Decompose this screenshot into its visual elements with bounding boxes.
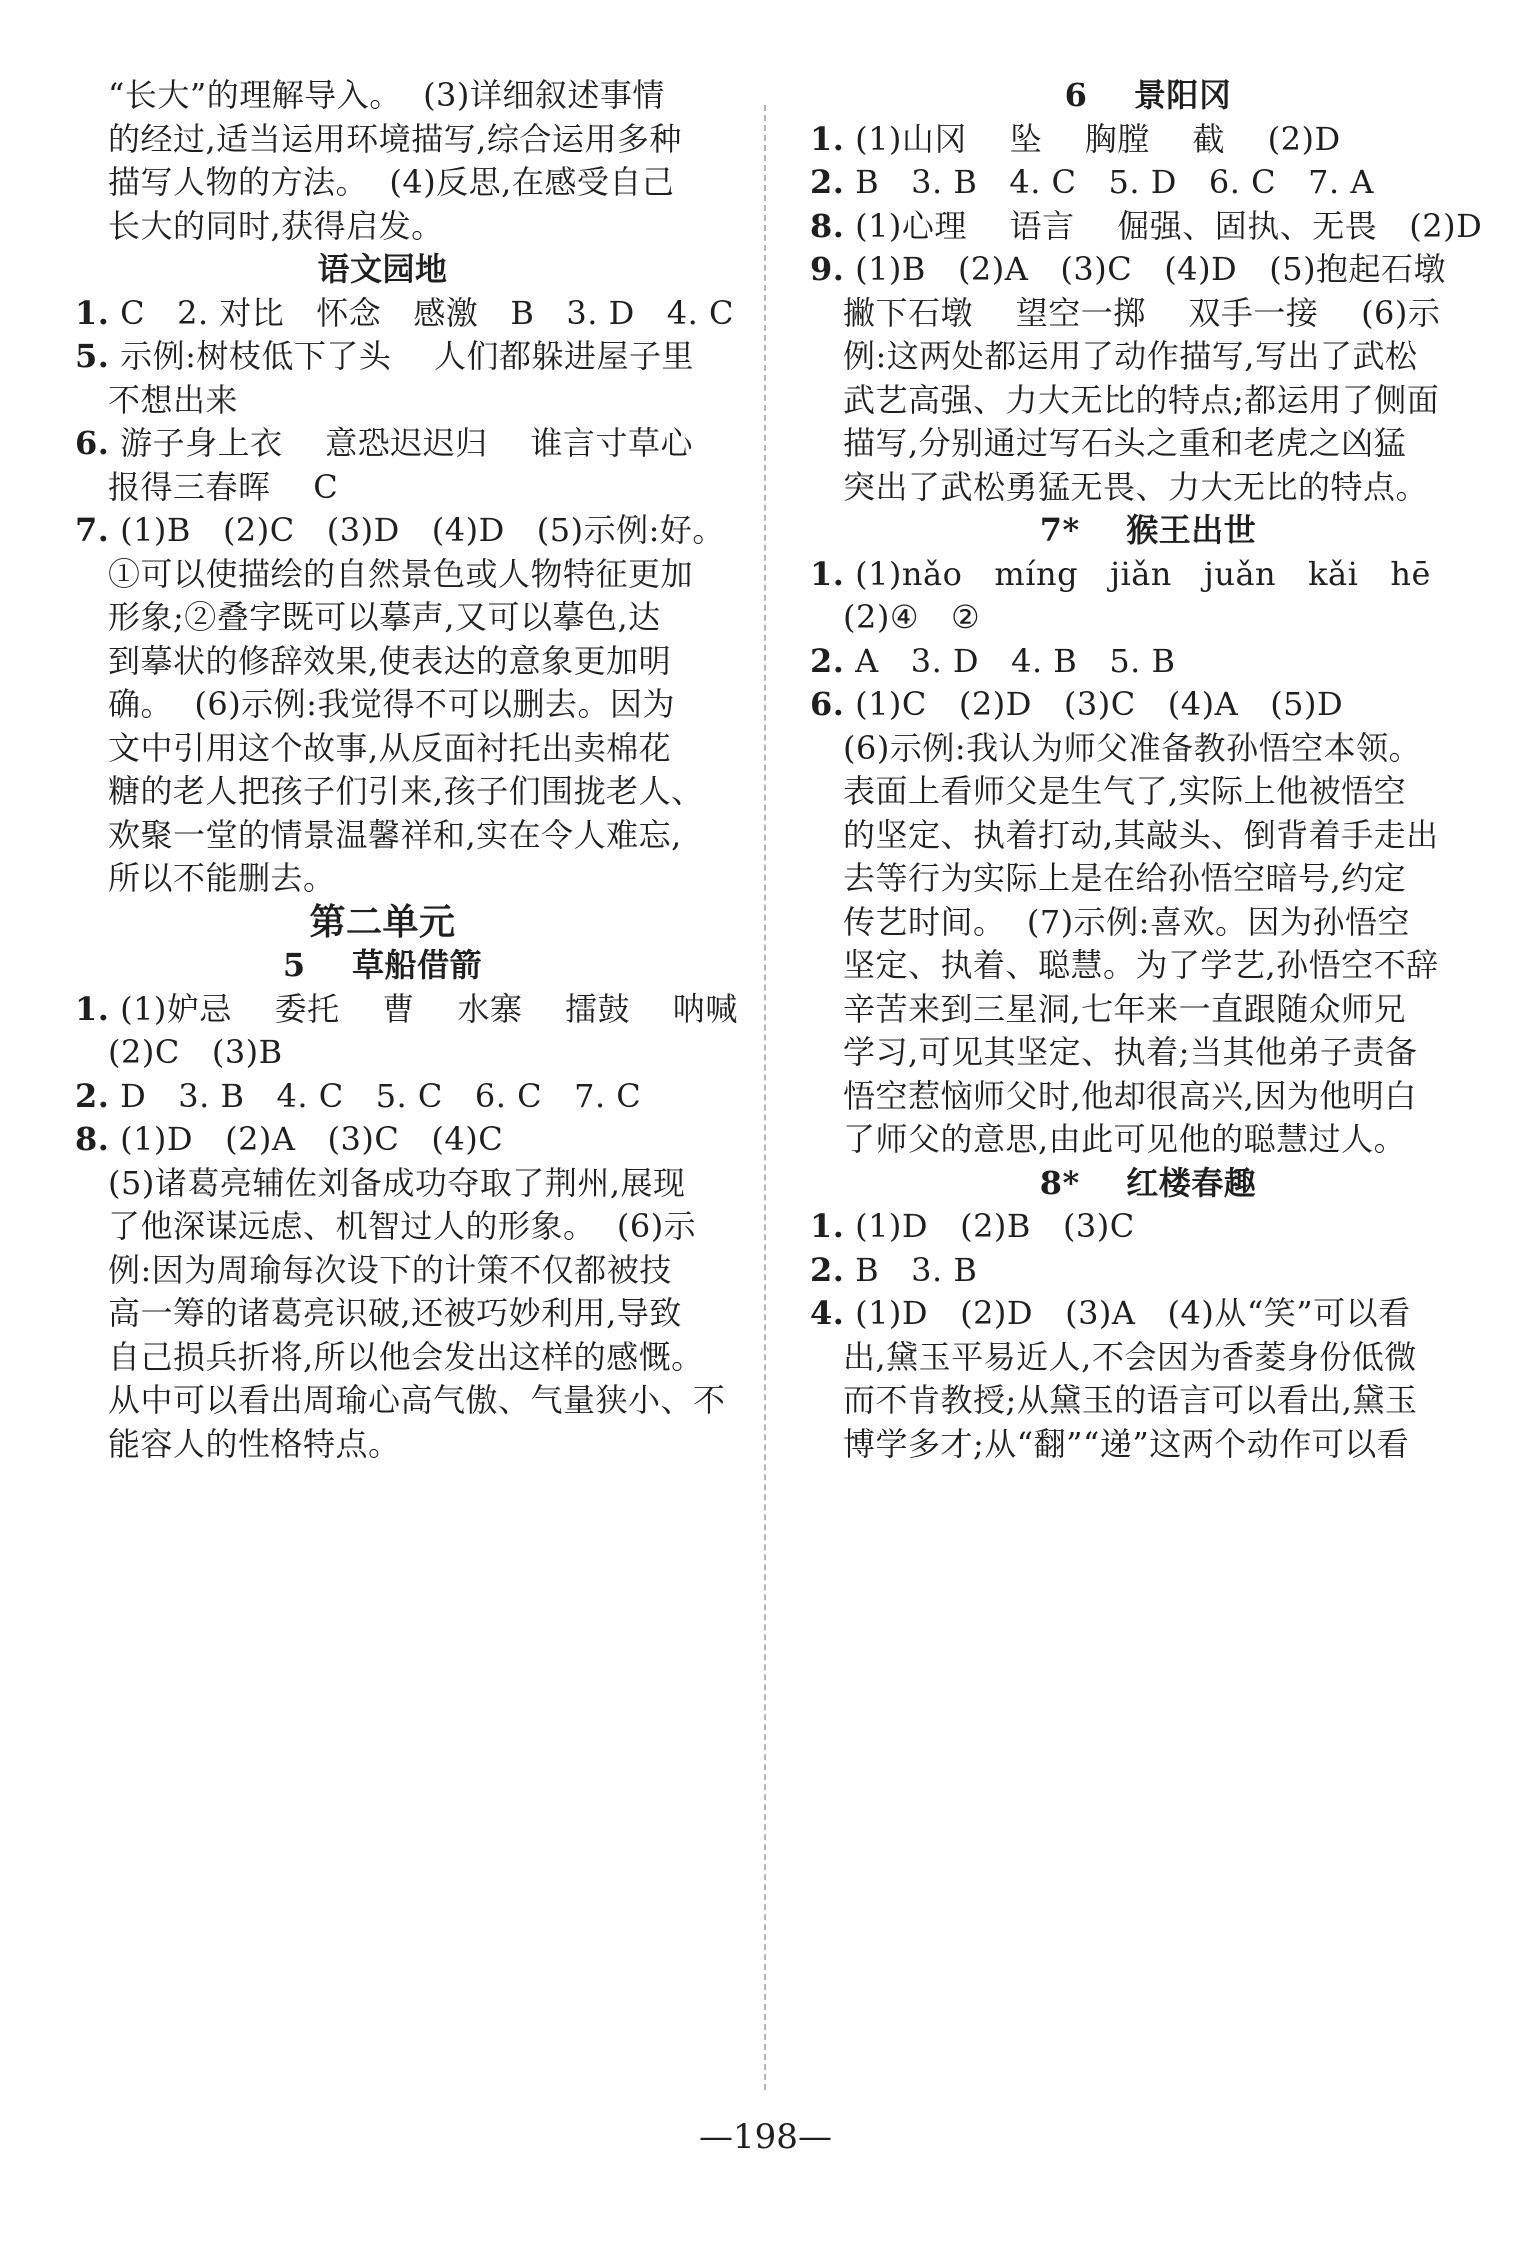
answer-line: 出,黛玉平易近人,不会因为香菱身份低微 — [843, 1337, 1417, 1376]
answer-text: (1)D (2)B (3)C — [844, 1207, 1135, 1245]
answer-line: 辛苦来到三星洞,七年来一直跟随众师兄 — [843, 989, 1407, 1028]
answer-line: 武艺高强、力大无比的特点;都运用了侧面 — [843, 380, 1440, 419]
answer-line: “长大”的理解导入。 (3)详细叙述事情 — [108, 76, 665, 114]
answer-line: 确。 (6)示例:我觉得不可以删去。因为 — [108, 685, 675, 723]
question-number: 1. — [810, 1207, 845, 1245]
answer-line: 博学多才;从“翻”“递”这两个动作可以看 — [843, 1424, 1410, 1463]
answer-line: 不想出来 — [108, 380, 239, 419]
question-number: 2. — [810, 1250, 845, 1289]
question-number: 9. — [810, 250, 845, 288]
answer-line: 撇下石墩 望空一掷 双手一接 (6)示 — [843, 293, 1441, 332]
section-heading: 8* 红楼春趣 — [1039, 1163, 1257, 1202]
answer-line: (2)④ ② — [843, 598, 981, 636]
answer-line: 文中引用这个故事,从反面衬托出卖棉花 — [108, 728, 672, 767]
answer-text: (1)B (2)C (3)D (4)D (5)示例:好。 — [109, 511, 725, 549]
answer-line: 描写人物的方法。 (4)反思,在感受自己 — [108, 163, 675, 201]
answer-line: 了他深谋远虑、机智过人的形象。 (6)示 — [108, 1207, 697, 1245]
question-number: 1. — [810, 554, 845, 593]
answer-text: (1)山冈 坠 胸膛 截 (2)D — [844, 119, 1341, 158]
question-number: 2. — [810, 641, 845, 680]
question-number: 5. — [75, 337, 110, 375]
section-heading: 7* 猴王出世 — [1039, 511, 1257, 549]
answer-line: 能容人的性格特点。 — [108, 1424, 401, 1463]
answer-line: 自己损兵折将,所以他会发出这样的感慨。 — [108, 1337, 704, 1376]
answer-line: 到摹状的修辞效果,使表达的意象更加明 — [108, 641, 672, 680]
answer-line: (6)示例:我认为师父准备教孙悟空本领。 — [843, 728, 1422, 767]
question-number: 7. — [75, 511, 110, 549]
question-number: 4. — [810, 1294, 845, 1332]
answer-line: 的经过,适当运用环境描写,综合运用多种 — [108, 119, 682, 158]
answer-line: 坚定、执着、聪慧。为了学艺,孙悟空不辞 — [843, 946, 1439, 984]
question-number: 2. — [810, 163, 845, 201]
answer-line: 而不肯教授;从黛玉的语言可以看出,黛玉 — [843, 1381, 1418, 1419]
answer-line: (2)C (3)B — [108, 1033, 283, 1071]
answer-line: 去等行为实际上是在给孙悟空暗号,约定 — [843, 859, 1407, 897]
answer-line: 悟空惹恼师父时,他却很高兴,因为他明白 — [843, 1076, 1417, 1115]
page-number: —198— — [699, 2117, 832, 2157]
answer-line: 例:因为周瑜每次设下的计策不仅都被技 — [108, 1250, 672, 1289]
question-number: 2. — [75, 1076, 110, 1115]
answer-line: 例:这两处都运用了动作描写,写出了武松 — [843, 337, 1418, 375]
unit-title: 第二单元 — [309, 900, 456, 943]
answer-line: 报得三春晖 C — [108, 467, 339, 506]
answer-text: 示例:树枝低下了头 人们都躲进屋子里 — [109, 337, 695, 375]
answer-line: 表面上看师父是生气了,实际上他被悟空 — [843, 772, 1407, 810]
answer-text: (1)妒忌 委托 曹 水寨 擂鼓 呐喊 — [109, 989, 738, 1028]
answer-text: (1)D (2)D (3)A (4)从“笑”可以看 — [844, 1294, 1411, 1332]
answer-line: 糖的老人把孩子们引来,孩子们围拢老人、 — [108, 772, 704, 810]
answer-line: ①可以使描绘的自然景色或人物特征更加 — [108, 554, 694, 593]
answer-text: (1)心理 语言 倔强、固执、无畏 (2)D — [844, 206, 1483, 245]
answer-text: D 3. B 4. C 5. C 6. C 7. C — [109, 1076, 642, 1115]
column-divider — [764, 105, 766, 2090]
answer-line: 传艺时间。 (7)示例:喜欢。因为孙悟空 — [843, 902, 1410, 941]
question-number: 1. — [75, 293, 110, 332]
answer-line: 形象;②叠字既可以摹声,又可以摹色,达 — [108, 598, 661, 636]
answer-line: 描写,分别通过写石头之重和老虎之凶猛 — [843, 424, 1407, 462]
answer-line: 突出了武松勇猛无畏、力大无比的特点。 — [843, 467, 1429, 506]
question-number: 1. — [810, 119, 845, 158]
answer-line: 高一筹的诸葛亮识破,还被巧妙利用,导致 — [108, 1294, 682, 1332]
answer-text: (1)B (2)A (3)C (4)D (5)抱起石墩 — [844, 250, 1447, 288]
question-number: 8. — [810, 206, 845, 245]
answer-line: 长大的同时,获得启发。 — [108, 206, 444, 245]
section-heading: 6 景阳冈 — [1064, 76, 1232, 114]
answer-line: 从中可以看出周瑜心高气傲、气量狭小、不 — [108, 1381, 726, 1419]
answer-line: 所以不能删去。 — [108, 859, 336, 897]
answer-text: B 3. B — [844, 1250, 978, 1289]
answer-line: 欢聚一堂的情景温馨祥和,实在令人难忘, — [108, 815, 682, 854]
section-heading: 语文园地 — [317, 250, 448, 288]
answer-text: (1)nǎo míng jiǎn juǎn kǎi hē — [844, 554, 1431, 593]
section-heading: 5 草船借箭 — [282, 946, 483, 984]
question-number: 6. — [75, 424, 110, 462]
answer-line: (5)诸葛亮辅佐刘备成功夺取了荆州,展现 — [108, 1163, 686, 1202]
question-number: 1. — [75, 989, 110, 1028]
answer-text: B 3. B 4. C 5. D 6. C 7. A — [844, 163, 1374, 201]
answer-text: C 2. 对比 怀念 感激 B 3. D 4. C — [109, 293, 734, 332]
answer-text: (1)C (2)D (3)C (4)A (5)D — [844, 685, 1344, 723]
question-number: 8. — [75, 1120, 110, 1158]
answer-text: A 3. D 4. B 5. B — [844, 641, 1176, 680]
answer-text: (1)D (2)A (3)C (4)C — [109, 1120, 504, 1158]
answer-line: 学习,可见其坚定、执着;当其他弟子责备 — [843, 1033, 1418, 1071]
question-number: 6. — [810, 685, 845, 723]
answer-line: 了师父的意思,由此可见他的聪慧过人。 — [843, 1120, 1407, 1158]
answer-text: 游子身上衣 意恐迟迟归 谁言寸草心 — [109, 424, 693, 462]
answer-line: 的坚定、执着打动,其敲头、倒背着手走出 — [843, 815, 1439, 854]
